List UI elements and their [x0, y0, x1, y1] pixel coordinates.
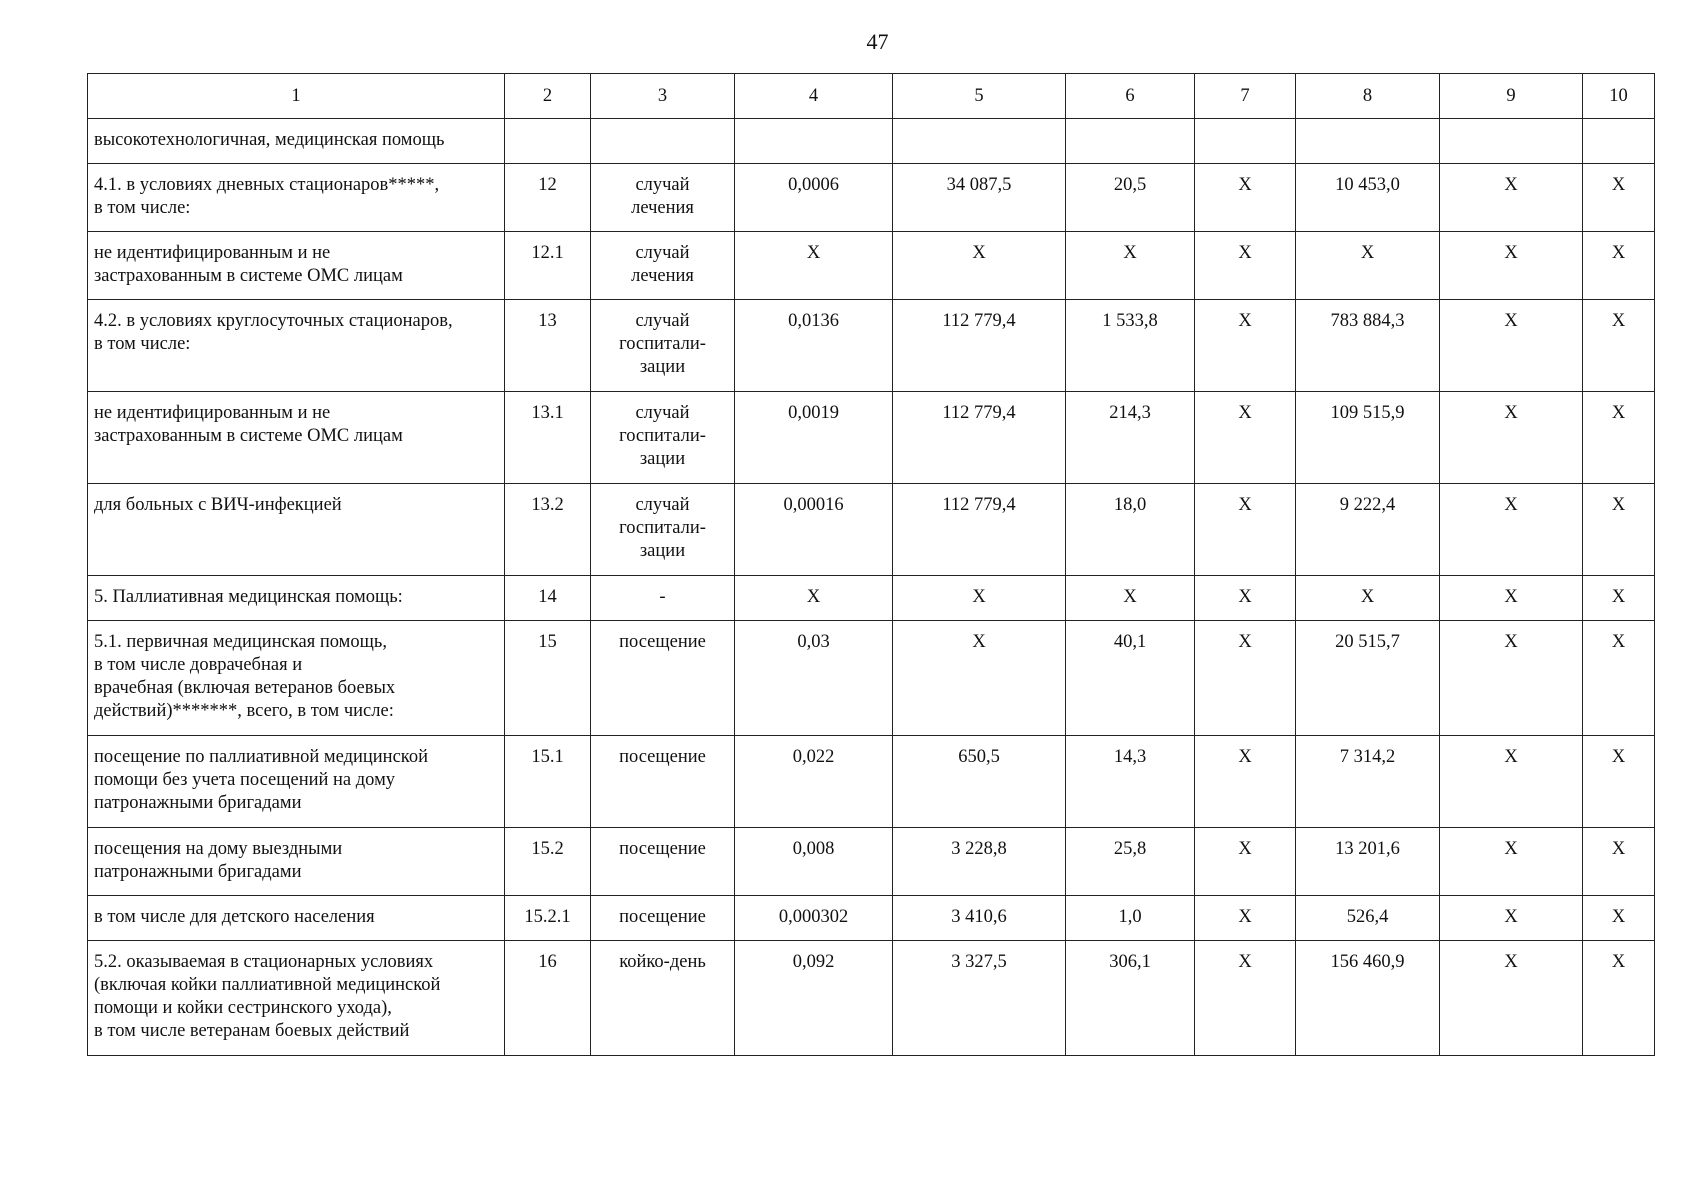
table-cell — [735, 119, 893, 164]
table-row — [88, 828, 1655, 896]
table-cell: Х — [1195, 621, 1296, 736]
table-cell: 15.2 — [505, 828, 591, 896]
table-cell: 12.1 — [505, 232, 591, 300]
table-row — [88, 621, 1655, 736]
table-cell — [591, 119, 735, 164]
table-cell: 112 779,4 — [893, 484, 1066, 576]
row-description-cell: не идентифицированным и не застрахованным в системе ОМС лицам — [88, 232, 505, 300]
row-description-cell: в том числе для детского населения — [88, 896, 505, 941]
table-cell: Х — [1195, 300, 1296, 392]
table-row — [88, 232, 1655, 300]
table-cell: случай госпитали- зации — [591, 484, 735, 576]
table-cell: Х — [1440, 621, 1583, 736]
table-cell: 0,00016 — [735, 484, 893, 576]
table-cell: посещение — [591, 621, 735, 736]
table-cell: Х — [1440, 576, 1583, 621]
table-cell: 0,03 — [735, 621, 893, 736]
data-table — [87, 73, 1655, 1056]
header-cell: 8 — [1296, 74, 1440, 119]
table-cell: 13.2 — [505, 484, 591, 576]
table-cell: 14,3 — [1066, 736, 1195, 828]
table-cell: 156 460,9 — [1296, 941, 1440, 1056]
table-cell: Х — [1440, 484, 1583, 576]
table-cell: Х — [1296, 232, 1440, 300]
row-description-cell: не идентифицированным и не застрахованным в системе ОМС лицам — [88, 392, 505, 484]
table-cell: Х — [1440, 941, 1583, 1056]
table-cell: Х — [893, 576, 1066, 621]
table-cell: 15.1 — [505, 736, 591, 828]
row-description-cell: высокотехнологичная, медицинская помощь — [88, 119, 505, 164]
table-cell: 0,000302 — [735, 896, 893, 941]
table-cell — [1440, 119, 1583, 164]
table-row — [88, 941, 1655, 1056]
table-cell: Х — [1440, 232, 1583, 300]
table-cell: Х — [1583, 896, 1655, 941]
table-cell: 16 — [505, 941, 591, 1056]
table-row — [88, 119, 1655, 164]
table-cell: Х — [1195, 232, 1296, 300]
table-cell: 0,0006 — [735, 164, 893, 232]
table-cell: Х — [1583, 164, 1655, 232]
table-cell: Х — [1195, 828, 1296, 896]
table-cell: Х — [1583, 232, 1655, 300]
table-cell: 0,0019 — [735, 392, 893, 484]
table-cell: 0,092 — [735, 941, 893, 1056]
table-cell: случай лечения — [591, 164, 735, 232]
table-cell: случай госпитали- зации — [591, 300, 735, 392]
table-cell: Х — [1195, 941, 1296, 1056]
table-cell: 14 — [505, 576, 591, 621]
table-cell: 650,5 — [893, 736, 1066, 828]
table-body — [88, 74, 1655, 1056]
table-cell: 3 410,6 — [893, 896, 1066, 941]
table-cell: Х — [1583, 828, 1655, 896]
table-cell: 112 779,4 — [893, 300, 1066, 392]
table-cell: 34 087,5 — [893, 164, 1066, 232]
table-cell: 13.1 — [505, 392, 591, 484]
header-cell: 5 — [893, 74, 1066, 119]
row-description-cell: 4.1. в условиях дневных стационаров*****, в том числе: — [88, 164, 505, 232]
table-cell: 13 — [505, 300, 591, 392]
table-cell: 40,1 — [1066, 621, 1195, 736]
table-cell: Х — [735, 232, 893, 300]
table-cell: Х — [1440, 164, 1583, 232]
table-cell: Х — [1583, 941, 1655, 1056]
table-cell: Х — [1195, 896, 1296, 941]
table-row — [88, 392, 1655, 484]
table-cell: Х — [1583, 576, 1655, 621]
table-cell: посещение — [591, 736, 735, 828]
table-cell: Х — [1440, 300, 1583, 392]
row-description-cell: для больных с ВИЧ-инфекцией — [88, 484, 505, 576]
table-cell: 13 201,6 — [1296, 828, 1440, 896]
table-cell: 109 515,9 — [1296, 392, 1440, 484]
table-cell: 20,5 — [1066, 164, 1195, 232]
table-cell: Х — [1195, 576, 1296, 621]
table-cell: койко-день — [591, 941, 735, 1056]
table-cell: Х — [1583, 736, 1655, 828]
table-cell: Х — [1440, 736, 1583, 828]
table-cell: посещение — [591, 828, 735, 896]
table-cell: 526,4 — [1296, 896, 1440, 941]
table-cell — [1066, 119, 1195, 164]
table-row — [88, 736, 1655, 828]
table-cell: Х — [1440, 828, 1583, 896]
table-cell: Х — [1195, 736, 1296, 828]
row-description-cell: 5.2. оказываемая в стационарных условиях (включая койки паллиативной медицинской помощи и койки сестринского ухода), в том числе ветеранам боевых действий — [88, 941, 505, 1056]
table-row — [88, 576, 1655, 621]
table-cell — [1195, 119, 1296, 164]
table-cell: 7 314,2 — [1296, 736, 1440, 828]
table-cell: Х — [1583, 392, 1655, 484]
header-cell: 6 — [1066, 74, 1195, 119]
header-cell: 10 — [1583, 74, 1655, 119]
table-cell — [1296, 119, 1440, 164]
table-cell: Х — [1195, 164, 1296, 232]
table-row — [88, 164, 1655, 232]
row-description-cell: посещения на дому выездными патронажными бригадами — [88, 828, 505, 896]
table-cell: случай лечения — [591, 232, 735, 300]
table-cell: Х — [1440, 392, 1583, 484]
table-cell: 12 — [505, 164, 591, 232]
row-description-cell: посещение по паллиативной медицинской помощи без учета посещений на дому патронажными бригадами — [88, 736, 505, 828]
table-cell: - — [591, 576, 735, 621]
table-cell: 20 515,7 — [1296, 621, 1440, 736]
page-number: 47 — [866, 29, 889, 54]
table-cell: Х — [893, 621, 1066, 736]
row-description-cell: 4.2. в условиях круглосуточных стационаров, в том числе: — [88, 300, 505, 392]
table-cell: 3 327,5 — [893, 941, 1066, 1056]
table-row — [88, 300, 1655, 392]
table-cell — [505, 119, 591, 164]
table-cell: 0,022 — [735, 736, 893, 828]
table-cell: 9 222,4 — [1296, 484, 1440, 576]
table-cell: 3 228,8 — [893, 828, 1066, 896]
table-cell: Х — [1583, 484, 1655, 576]
table-cell: Х — [1440, 896, 1583, 941]
table-row — [88, 896, 1655, 941]
header-cell: 9 — [1440, 74, 1583, 119]
table-cell: 1,0 — [1066, 896, 1195, 941]
row-description-cell: 5.1. первичная медицинская помощь, в том числе доврачебная и врачебная (включая ветеранов боевых действий)*******, всего, в том числе: — [88, 621, 505, 736]
header-cell: 1 — [88, 74, 505, 119]
table-cell: 783 884,3 — [1296, 300, 1440, 392]
table-cell: случай госпитали- зации — [591, 392, 735, 484]
table-cell: 0,0136 — [735, 300, 893, 392]
table-cell: Х — [1583, 621, 1655, 736]
table-cell: Х — [1066, 232, 1195, 300]
table-cell: Х — [735, 576, 893, 621]
table-cell: 1 533,8 — [1066, 300, 1195, 392]
table-cell: посещение — [591, 896, 735, 941]
table-cell: Х — [1066, 576, 1195, 621]
table-header-row — [88, 74, 1655, 119]
table-cell: 0,008 — [735, 828, 893, 896]
table-cell: Х — [1296, 576, 1440, 621]
table-cell — [893, 119, 1066, 164]
table-cell — [1583, 119, 1655, 164]
table-cell: 18,0 — [1066, 484, 1195, 576]
table-cell: 10 453,0 — [1296, 164, 1440, 232]
row-description-cell: 5. Паллиативная медицинская помощь: — [88, 576, 505, 621]
table-row — [88, 484, 1655, 576]
table-cell: 112 779,4 — [893, 392, 1066, 484]
header-cell: 3 — [591, 74, 735, 119]
header-cell: 4 — [735, 74, 893, 119]
table-cell: Х — [1195, 484, 1296, 576]
header-cell: 2 — [505, 74, 591, 119]
table-cell: Х — [893, 232, 1066, 300]
table-cell: 25,8 — [1066, 828, 1195, 896]
table-cell: 306,1 — [1066, 941, 1195, 1056]
table-cell: 15.2.1 — [505, 896, 591, 941]
table-cell: Х — [1583, 300, 1655, 392]
table-cell: 214,3 — [1066, 392, 1195, 484]
header-cell: 7 — [1195, 74, 1296, 119]
table-cell: 15 — [505, 621, 591, 736]
table-cell: Х — [1195, 392, 1296, 484]
